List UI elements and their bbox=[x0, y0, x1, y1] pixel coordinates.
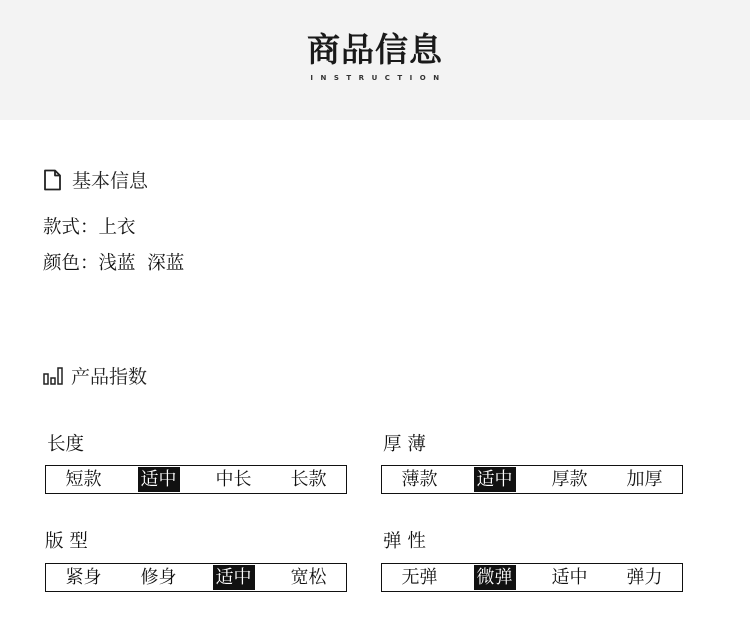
length-scale bbox=[45, 465, 347, 494]
document-icon bbox=[43, 169, 62, 191]
thickness-title: 厚 薄 bbox=[383, 434, 426, 455]
thickness-scale bbox=[381, 465, 683, 494]
product-index-heading bbox=[43, 362, 147, 389]
fit-scale bbox=[45, 563, 347, 592]
product-index-label: 产品指数 bbox=[71, 366, 148, 388]
basic-info-heading bbox=[43, 166, 148, 193]
elasticity-title: 弹 性 bbox=[383, 531, 426, 552]
thickness-option: 厚款 bbox=[551, 469, 588, 490]
header-banner bbox=[0, 0, 750, 120]
fit-option: 修身 bbox=[140, 567, 177, 588]
thickness-option: 加厚 bbox=[626, 469, 663, 490]
elasticity-scale bbox=[381, 563, 683, 592]
style-line: 款式：上衣 bbox=[43, 217, 136, 238]
thickness-option: 适中 bbox=[457, 466, 532, 493]
elasticity-option: 适中 bbox=[551, 567, 588, 588]
length-option: 适中 bbox=[121, 466, 196, 493]
fit-option: 宽松 bbox=[290, 567, 327, 588]
length-option: 短款 bbox=[65, 469, 102, 490]
elasticity-option: 弹力 bbox=[626, 567, 663, 588]
page-subtitle: INSTRUCTION bbox=[310, 74, 447, 82]
elasticity-option: 微弹 bbox=[457, 564, 532, 591]
length-option: 长款 bbox=[290, 469, 327, 490]
basic-info-label: 基本信息 bbox=[72, 170, 149, 192]
thickness-option: 薄款 bbox=[401, 469, 438, 490]
elasticity-option: 无弹 bbox=[401, 567, 438, 588]
fit-option: 紧身 bbox=[65, 567, 102, 588]
bar-chart-icon bbox=[43, 367, 63, 385]
length-title: 长度 bbox=[47, 434, 85, 455]
fit-title: 版 型 bbox=[45, 531, 88, 552]
page-title: 商品信息 bbox=[307, 30, 443, 69]
length-option: 中长 bbox=[215, 469, 252, 490]
fit-option: 适中 bbox=[196, 564, 271, 591]
color-line: 颜色：浅蓝 深蓝 bbox=[43, 253, 185, 274]
